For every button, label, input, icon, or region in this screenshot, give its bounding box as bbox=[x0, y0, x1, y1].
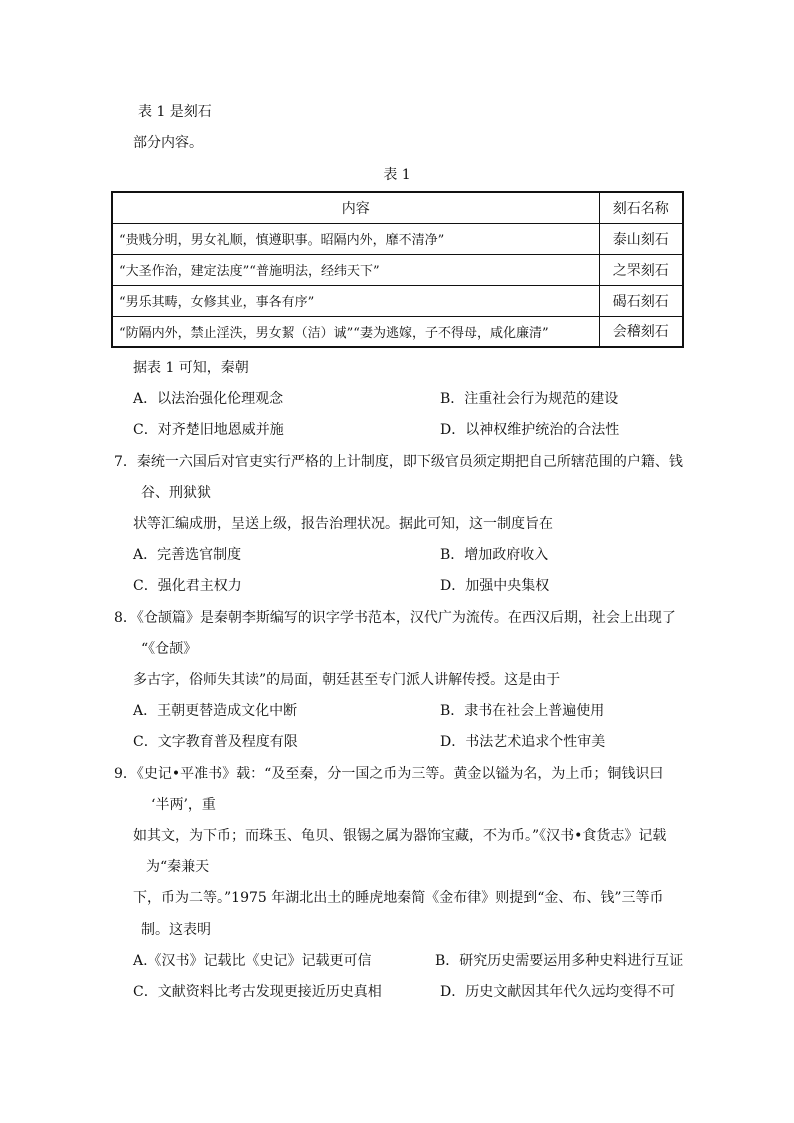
row-content: “大圣作治，建定法度”“普施明法，经纬天下” bbox=[112, 254, 599, 285]
q9-stem-line-6: 制。这表明 bbox=[141, 922, 211, 938]
q9-option-c: C．文献资料比考古发现更接近历史真相 bbox=[133, 984, 382, 1000]
q6-option-c: C．对齐楚旧地恩威并施 bbox=[133, 422, 284, 438]
row-content: “贵贱分明，男女礼顺，慎遵职事。昭隔内外，靡不清净” bbox=[112, 223, 599, 254]
table-caption: 表 1 bbox=[383, 167, 411, 183]
q9-option-b: B．研究历史需要运用多种史料进行互证 bbox=[435, 953, 684, 969]
row-name: 泰山刻石 bbox=[599, 223, 683, 254]
row-name: 会稽刻石 bbox=[599, 316, 683, 347]
q6-option-b: B．注重社会行为规范的建设 bbox=[440, 391, 619, 407]
q9-stem-line-2: ‘半两’，重 bbox=[151, 797, 216, 813]
q8-stem-line-2: “《仓颉》 bbox=[141, 641, 198, 657]
q8-option-d: D．书法艺术追求个性审美 bbox=[440, 734, 606, 750]
q7-stem-line-1: 7．秦统一六国后对官吏实行严格的上计制度，即下级官员须定期把自己所辖范围的户籍、钱 bbox=[114, 454, 683, 470]
table-header-row bbox=[112, 192, 683, 223]
q6-option-d: D．以神权维护统治的合法性 bbox=[440, 422, 620, 438]
q9-stem-line-5: 下，币为二等。”1975 年湖北出土的睡虎地秦简《金布律》则提到“金、布、钱”三等币 bbox=[133, 890, 664, 906]
q8-stem-line-1: 8．《仓颉篇》是秦朝李斯编写的识字学书范本，汉代广为流传。在西汉后期，社会上出现了 bbox=[114, 610, 676, 626]
q7-stem-line-3: 状等汇编成册，呈送上级，报告治理状况。据此可知，这一制度旨在 bbox=[133, 516, 553, 532]
table-row bbox=[112, 254, 683, 285]
intro-line-2: 部分内容。 bbox=[133, 135, 203, 151]
q6-option-a: A．以法治强化伦理观念 bbox=[133, 391, 284, 407]
q9-option-a: A.《汉书》记载比《史记》记载更可信 bbox=[133, 953, 372, 969]
q7-option-d: D．加强中央集权 bbox=[440, 578, 550, 594]
q7-option-a: A．完善选官制度 bbox=[133, 547, 242, 563]
row-content: “男乐其畴，女修其业，事各有序” bbox=[112, 285, 599, 316]
header-content: 内容 bbox=[112, 192, 599, 223]
row-content: “防隔内外，禁止淫泆，男女絜（洁）诚”“妻为逃嫁，子不得母，咸化廉清” bbox=[112, 316, 599, 347]
header-name: 刻石名称 bbox=[599, 192, 683, 223]
row-name: 碣石刻石 bbox=[599, 285, 683, 316]
q8-option-c: C．文字教育普及程度有限 bbox=[133, 734, 298, 750]
q9-option-d: D．历史文献因其年代久远均变得不可 bbox=[440, 984, 676, 1000]
q6-stem: 据表 1 可知，秦朝 bbox=[133, 360, 249, 376]
q8-option-b: B．隶书在社会上普遍使用 bbox=[440, 703, 605, 719]
table-row bbox=[112, 316, 683, 347]
q7-option-b: B．增加政府收入 bbox=[440, 547, 549, 563]
table-row bbox=[112, 223, 683, 254]
q7-option-c: C．强化君主权力 bbox=[133, 578, 242, 594]
row-name: 之罘刻石 bbox=[599, 254, 683, 285]
q7-stem-line-2: 谷、刑狱狱 bbox=[141, 485, 211, 501]
q8-option-a: A．王朝更替造成文化中断 bbox=[133, 703, 298, 719]
q9-stem-line-4: 为“秦兼天 bbox=[146, 859, 210, 875]
table-row bbox=[112, 285, 683, 316]
q9-stem-line-1: 9．《史记•平准书》载：“及至秦，分一国之币为三等。黄金以镒为名，为上币；铜钱识曰 bbox=[114, 766, 664, 782]
inscription-table bbox=[111, 191, 684, 348]
intro-line-1: 表 1 是刻石 bbox=[138, 104, 212, 120]
q8-stem-line-3: 多古字，俗师失其读”的局面，朝廷甚至专门派人讲解传授。这是由于 bbox=[133, 672, 561, 688]
q9-stem-line-3: 如其文，为下币；而珠玉、龟贝、银锡之属为器饰宝藏，不为币。”《汉书•食货志》记载 bbox=[133, 828, 667, 844]
